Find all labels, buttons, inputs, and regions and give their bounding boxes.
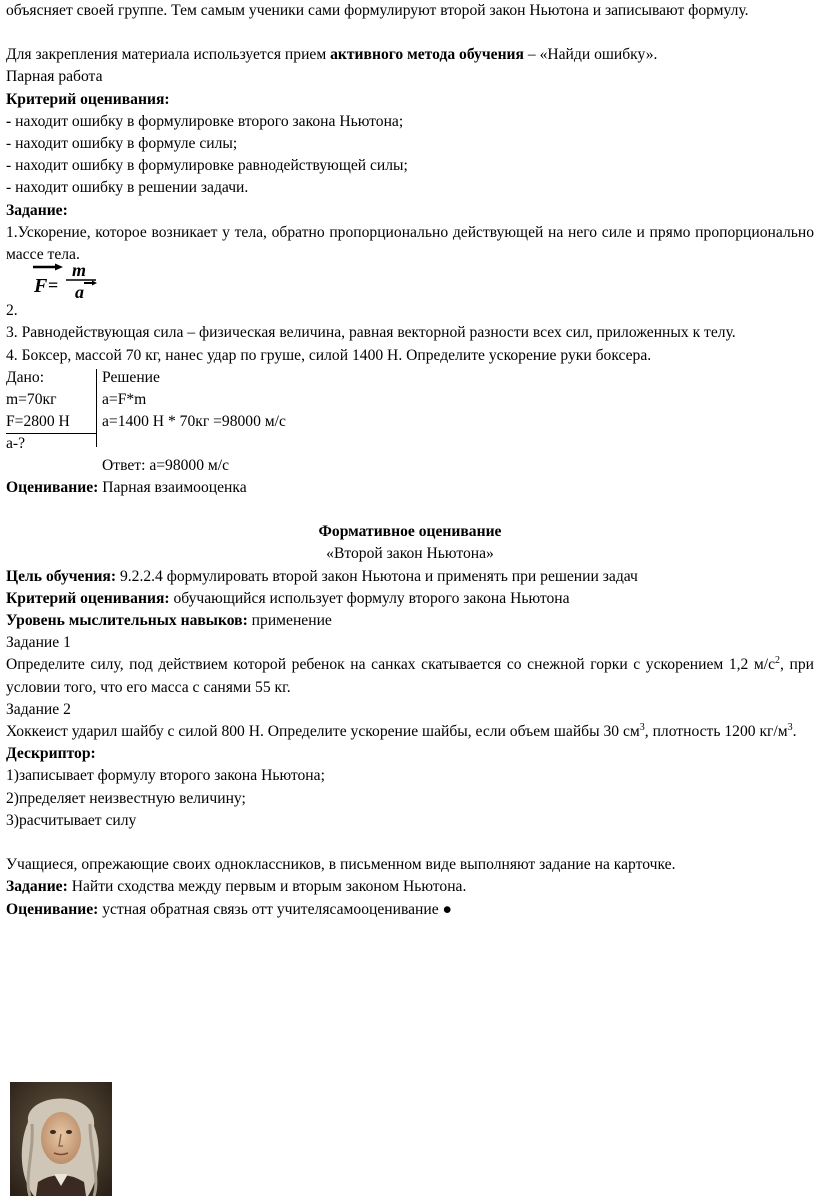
task-heading-text: Задание:	[6, 201, 68, 219]
method-post: – «Найди ошибку».	[523, 46, 658, 64]
exercise-1-title: Задание 1	[6, 634, 71, 652]
given-solution-table	[6, 367, 814, 455]
criterion-line	[6, 588, 814, 610]
criteria-dash: -	[6, 112, 12, 130]
document-page	[6, 0, 814, 921]
evaluation-label: Оценивание:	[6, 479, 99, 497]
spacer	[6, 22, 814, 44]
exercise-2-part: , плотность 1200 кг/м	[644, 723, 788, 741]
task-3: 3. Равнодействующая сила – физическая величина, равная векторной разности всех сил, приложенных к телу.	[6, 324, 736, 342]
criteria-dash: -	[6, 135, 12, 153]
criteria-heading-text: Критерий оценивания:	[6, 90, 170, 108]
task-4: 4. Боксер, массой 70 кг, нанес удар по груше, силой 1400 Н. Определите ускорение руки боксера.	[6, 346, 652, 364]
intro-paragraph: объясняет своей группе. Тем самым ученики сами формулируют второй закон Ньютона и записывают формулу.	[6, 2, 749, 19]
final-task-label: Задание:	[6, 878, 68, 896]
formula-row	[6, 262, 814, 301]
descriptor-item: 1)записывает формулу второго закона Ньютона;	[6, 767, 325, 785]
vector-arrow-head	[55, 264, 63, 271]
goal-label: Цель обучения:	[6, 567, 117, 585]
spacer	[6, 832, 814, 854]
given-column	[6, 367, 92, 456]
given-line: F=2800 Н	[6, 413, 70, 431]
level-label: Уровень мыслительных навыков:	[6, 612, 248, 630]
level-text: применение	[247, 612, 332, 630]
solution-line: a=1400 Н * 70кг =98000 м/с	[102, 413, 286, 431]
criteria-item	[6, 177, 814, 199]
formula-equals: =	[48, 275, 59, 296]
exercise-2-title: Задание 2	[6, 700, 71, 718]
task-heading	[6, 200, 814, 222]
evaluation-text: Парная взаимооценка	[98, 479, 247, 497]
exercise-2-part: Хоккеист ударил шайбу с силой 800 Н. Определите ускорение шайбы, если объем шайбы 30 см	[6, 723, 640, 741]
level-line	[6, 610, 814, 632]
exercise-2-text	[6, 721, 814, 743]
exercise-2-part: .	[792, 723, 797, 741]
criteria-text: находит ошибку в формулировке второго закона Ньютона;	[11, 112, 404, 130]
formula-m: m	[72, 262, 87, 281]
formula-a: a	[75, 282, 84, 301]
exercise-1-part: , при условии того, что его масса с санями 55 кг.	[6, 656, 814, 696]
method-bold: активного метода обучения	[330, 46, 524, 64]
exercise-1-text	[6, 654, 814, 698]
pair-work-label: Парная работа	[6, 68, 103, 86]
exercise-1-part: Определите силу, под действием которой ребенок на санках скатывается со снежной горки с ускорением 1,2 м/с	[6, 656, 776, 674]
task-1: 1.Ускорение, которое возникает у тела, обратно пропорционально действующей на него силе и прямо пропорционально массе тела.	[6, 223, 814, 264]
formative-subtitle: «Второй закон Ньютона»	[326, 545, 494, 563]
solution-column	[102, 367, 286, 434]
criteria-text: находит ошибку в формулировке равнодействующей силы;	[11, 157, 408, 175]
answer-line: Ответ: a=98000 м/с	[102, 456, 230, 474]
solution-title: Решение	[102, 368, 160, 386]
final-evaluation-line	[6, 899, 814, 921]
final-task-line	[6, 876, 814, 898]
task-2: 2.	[6, 302, 18, 320]
bullet-icon: ●	[442, 900, 452, 918]
force-formula-image	[28, 262, 108, 300]
criteria-text: находит ошибку в формуле силы;	[11, 135, 238, 153]
criteria-heading	[6, 89, 814, 111]
given-line: m=70кг	[6, 391, 57, 409]
criterion-text: обучающийся использует формулу второго закона Ньютона	[169, 589, 570, 607]
criteria-item	[6, 111, 814, 133]
given-title: Дано:	[6, 368, 45, 386]
formative-title	[6, 521, 814, 543]
spacer	[6, 499, 814, 521]
formula-F: F	[34, 275, 48, 298]
method-paragraph	[6, 44, 814, 66]
descriptor-item: 3)расчитывает силу	[6, 811, 137, 829]
goal-text: 9.2.2.4 формулировать второй закон Ньютона и применять при решении задач	[116, 567, 638, 585]
criteria-text: находит ошибку в решении задачи.	[11, 179, 249, 197]
criteria-item	[6, 155, 814, 177]
method-pre: Для закрепления материала используется прием	[6, 46, 331, 64]
criterion-label: Критерий оценивания:	[6, 589, 170, 607]
criteria-dash: -	[6, 179, 12, 197]
descriptor-item: 2)пределяет неизвестную величину;	[6, 789, 246, 807]
newton-portrait-image	[10, 1082, 112, 1196]
descriptor-heading-text: Дескриптор:	[6, 745, 96, 763]
criteria-dash: -	[6, 157, 12, 175]
criteria-item	[6, 133, 814, 155]
final-task-text: Найти сходства между первым и вторым законом Ньютона.	[67, 878, 467, 896]
given-line: a-?	[6, 435, 26, 453]
superscript: 2	[775, 655, 781, 667]
final-evaluation-text: устная обратная связь отт учителясамооценивание	[98, 900, 439, 918]
final-evaluation-label: Оценивание:	[6, 900, 99, 918]
superscript: 3	[639, 722, 645, 734]
table-divider-vertical	[96, 369, 97, 447]
advanced-students-line: Учащиеся, опрежающие своих одноклассников, в письменном виде выполняют задание на карточке.	[6, 856, 676, 874]
evaluation-line	[6, 477, 814, 499]
formative-title-text: Формативное оценивание	[318, 523, 502, 541]
table-divider-horizontal	[6, 433, 96, 434]
solution-line: a=F*m	[102, 391, 147, 409]
descriptor-heading	[6, 743, 814, 765]
goal-line	[6, 566, 814, 588]
vector-a-arrow-head	[92, 281, 97, 286]
superscript: 3	[787, 722, 793, 734]
